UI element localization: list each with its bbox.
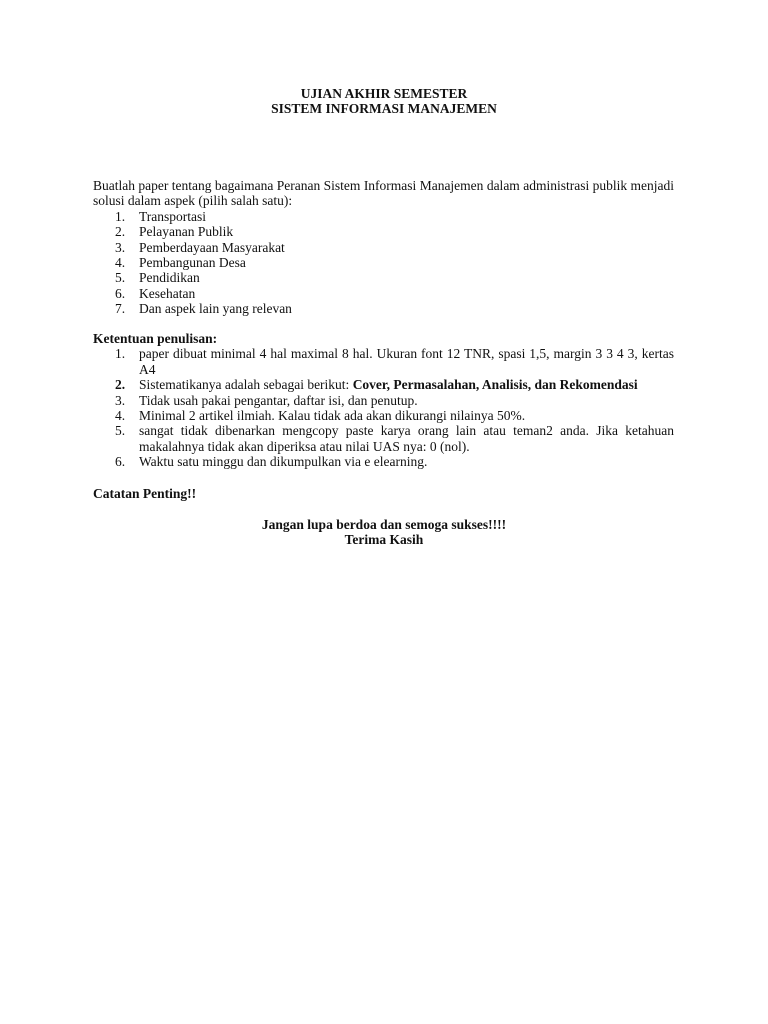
list-item-label: Pemberdayaan Masyarakat	[139, 239, 285, 255]
list-item-label: Kesehatan	[139, 285, 196, 301]
list-item	[93, 240, 674, 255]
intro-section	[93, 178, 674, 317]
list-item	[93, 286, 674, 301]
list-item	[93, 393, 674, 408]
rule-text: paper dibuat minimal 4 hal maximal 8 hal. Ukuran font 12 TNR, spasi 1,5, margin 3 3 4 3, kertas A4	[139, 346, 674, 377]
course-title: SISTEM INFORMASI MANAJEMEN	[271, 101, 497, 116]
list-item-label: Pendidikan	[139, 270, 200, 286]
list-item-label: Dan aspek lain yang relevan	[139, 301, 292, 317]
rules-section	[93, 331, 674, 470]
list-number: 6.	[115, 454, 126, 470]
list-item	[93, 270, 674, 285]
list-item	[93, 255, 674, 270]
list-number: 3.	[115, 392, 126, 408]
list-number: 5.	[115, 423, 126, 439]
list-item-label: Transportasi	[139, 208, 207, 224]
rule-text: Sistematikanya adalah sebagai berikut:	[139, 377, 353, 393]
closing-wish: Jangan lupa berdoa dan semoga sukses!!!!	[261, 517, 507, 532]
rule-text: Tidak usah pakai pengantar, daftar isi, dan penutup.	[139, 392, 418, 408]
list-number: 5.	[115, 270, 126, 286]
list-item	[93, 377, 674, 392]
rule-structure-emphasis: Cover, Permasalahan, Analisis, dan Rekomendasi	[352, 377, 638, 393]
aspect-list	[93, 209, 674, 317]
rules-list	[93, 346, 674, 469]
list-number: 1.	[115, 208, 126, 224]
list-number: 4.	[115, 408, 126, 424]
rules-heading: Ketentuan penulisan:	[93, 331, 218, 346]
list-item	[93, 301, 674, 316]
list-item	[93, 408, 674, 423]
list-number: 1.	[115, 346, 126, 362]
list-number: 2.	[115, 377, 126, 393]
list-item	[93, 346, 674, 377]
rule-text: Waktu satu minggu dan dikumpulkan via e elearning.	[139, 454, 428, 470]
list-number: 6.	[115, 285, 126, 301]
closing-thanks: Terima Kasih	[344, 532, 424, 547]
list-number: 4.	[115, 255, 126, 271]
list-item	[93, 423, 674, 454]
rule-text: sangat tidak dibenarkan mengcopy paste karya orang lain atau teman2 anda. Jika ketahuan makalahnya tidak akan diperiksa atau nilai UAS nya: 0 (nol).	[139, 423, 674, 454]
notes-heading: Catatan Penting!!	[93, 486, 197, 501]
list-item-label: Pembangunan Desa	[139, 255, 246, 271]
intro-paragraph: Buatlah paper tentang bagaimana Peranan Sistem Informasi Manajemen dalam administrasi publik menjadi solusi dalam aspek (pilih salah satu):	[93, 178, 674, 209]
exam-title: UJIAN AKHIR SEMESTER	[300, 86, 468, 101]
list-item	[93, 209, 674, 224]
list-number: 7.	[115, 301, 126, 317]
list-item-label: Pelayanan Publik	[139, 224, 234, 240]
list-item	[93, 454, 674, 469]
list-number: 3.	[115, 239, 126, 255]
rule-text: Minimal 2 artikel ilmiah. Kalau tidak ada akan dikurangi nilainya 50%.	[139, 408, 526, 424]
list-item	[93, 224, 674, 239]
list-number: 2.	[115, 224, 126, 240]
